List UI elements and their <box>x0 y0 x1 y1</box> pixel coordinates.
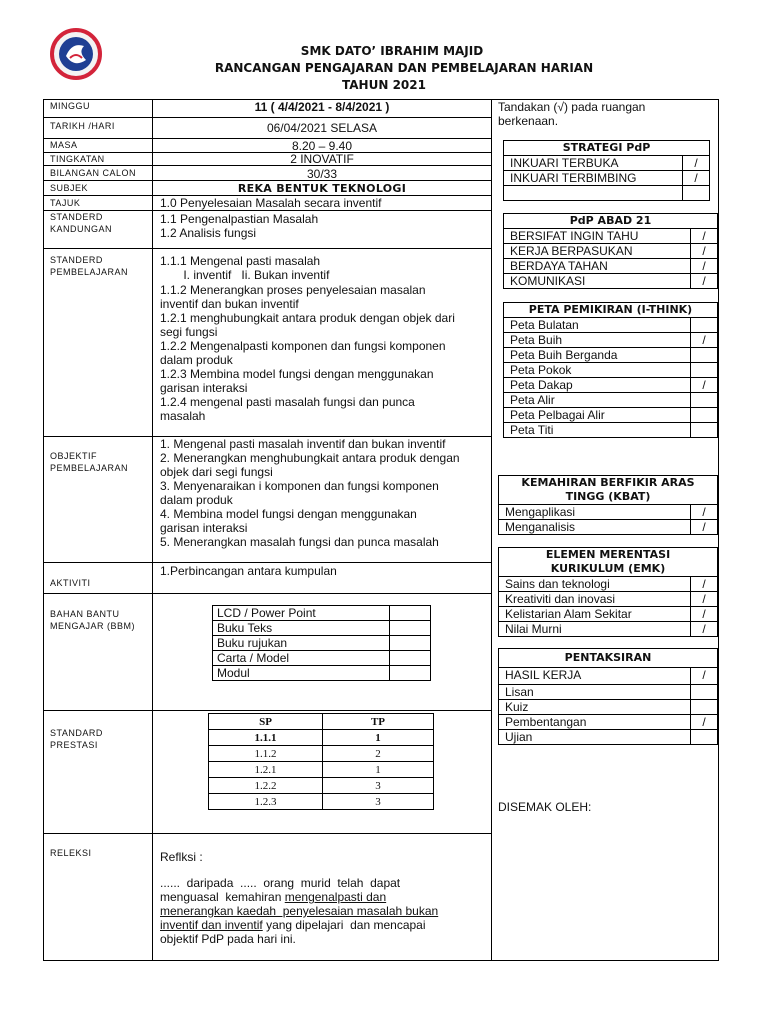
sp-line: segi fungsi <box>160 325 218 339</box>
label-sp-1: STANDERD <box>50 255 103 265</box>
abad21-box <box>503 213 718 289</box>
bbm-check[interactable] <box>390 621 431 636</box>
obj-line: objek dari segi fungsi <box>160 465 273 479</box>
bbm-check[interactable] <box>390 636 431 651</box>
bbm-row <box>213 651 431 666</box>
obj-line: 4. Membina model fungsi dengan menggunakan <box>160 507 417 521</box>
label-minggu: MINGGU <box>50 101 90 111</box>
refleksi-line <box>160 918 426 932</box>
strategi-title: STRATEGI PdP <box>504 141 709 156</box>
abad21-item: BERDAYA TAHAN <box>510 259 608 273</box>
ithink-item: Peta Alir <box>510 393 555 407</box>
kbat-title-1: KEMAHIRAN BERFIKIR ARAS <box>521 476 695 489</box>
prestasi-sp: 1.2.3 <box>209 794 323 810</box>
pentaksiran-check[interactable] <box>690 700 717 714</box>
bbm-row <box>213 636 431 651</box>
prestasi-row <box>209 730 434 746</box>
kbat-row <box>499 520 717 534</box>
doc-title: RANCANGAN PENGAJARAN DAN PEMBELAJARAN HARIAN <box>214 61 594 75</box>
ithink-title: PETA PEMIKIRAN (I-THINK) <box>504 303 717 318</box>
value-subjek: REKA BENTUK TEKNOLOGI <box>237 182 407 195</box>
refleksi-title: Reflksi : <box>160 850 203 864</box>
bbm-row <box>213 606 431 621</box>
pentaksiran-row <box>499 715 717 730</box>
refleksi-line: objektif PdP pada hari ini. <box>160 932 296 946</box>
row-line <box>43 248 491 249</box>
refleksi-underlined: inventif dan inventif <box>160 918 263 932</box>
obj-line: 1. Mengenal pasti masalah inventif dan bukan inventif <box>160 437 446 451</box>
sp-line: dalam produk <box>160 353 233 367</box>
ithink-row <box>504 318 717 333</box>
sp-line: inventif dan bukan inventif <box>160 297 299 311</box>
ithink-check[interactable]: / <box>690 333 717 347</box>
strategi-box <box>503 140 710 201</box>
strategi-row <box>504 186 709 200</box>
label-bbm-2: MENGAJAR (BBM) <box>50 621 136 631</box>
prestasi-tp: 3 <box>323 778 434 794</box>
abad21-check[interactable]: / <box>690 244 717 258</box>
ithink-item: Peta Buih Berganda <box>510 348 618 362</box>
refleksi-underlined: menerangkan kaedah penyelesaian masalah bukan <box>160 904 439 918</box>
refleksi-text: yang dipelajari dan mencapai <box>262 918 426 932</box>
obj-line: dalam produk <box>160 493 233 507</box>
kbat-title-2: TINGG (KBAT) <box>565 490 651 503</box>
value-tingkatan: 2 INOVATIF <box>290 152 354 166</box>
prestasi-row <box>209 778 434 794</box>
pentaksiran-item: Lisan <box>505 685 534 699</box>
pentaksiran-box <box>498 648 718 745</box>
label-aktiviti: AKTIVITI <box>50 578 91 588</box>
sp-line: garisan interaksi <box>160 381 248 395</box>
sp-line: 1.2.4 mengenal pasti masalah fungsi dan punca <box>160 395 415 409</box>
kbat-check[interactable]: / <box>690 505 717 519</box>
obj-line: 5. Menerangkan masalah fungsi dan punca masalah <box>160 535 439 549</box>
pentaksiran-check[interactable] <box>690 730 717 744</box>
doc-year: TAHUN 2021 <box>342 78 426 92</box>
refleksi-line <box>160 890 386 904</box>
label-obj-2: PEMBELAJARAN <box>50 463 129 473</box>
prestasi-sp: 1.1.2 <box>209 746 323 762</box>
value-sk-1: 1.1 Pengenalpastian Masalah <box>160 212 319 226</box>
emk-item: Sains dan teknologi <box>505 577 610 591</box>
pentaksiran-item: Kuiz <box>505 700 529 714</box>
bbm-row <box>213 621 431 636</box>
prestasi-header-tp: TP <box>323 714 434 730</box>
bbm-check[interactable] <box>390 666 431 681</box>
ithink-check[interactable] <box>690 318 717 332</box>
sp-line: 1.2.3 Membina model fungsi dengan menggunakan <box>160 367 434 381</box>
refleksi-line <box>160 904 438 918</box>
ithink-check[interactable] <box>690 423 717 437</box>
prestasi-tp: 2 <box>323 746 434 762</box>
emk-row <box>499 607 717 622</box>
abad21-row <box>504 274 717 288</box>
label-subjek: SUBJEK <box>50 183 89 193</box>
prestasi-header-sp: SP <box>209 714 323 730</box>
bbm-item: LCD / Power Point <box>213 606 390 621</box>
ithink-item: Peta Bulatan <box>510 318 579 332</box>
ithink-row <box>504 363 717 378</box>
ithink-row <box>504 423 717 437</box>
label-sk-1: STANDERD <box>50 212 103 222</box>
label-obj-1: OBJEKTIF <box>50 451 98 461</box>
value-sk-2: 1.2 Analisis fungsi <box>160 226 257 240</box>
strategi-item <box>504 186 682 200</box>
label-releksi: RELEKSI <box>50 848 92 858</box>
pentaksiran-row <box>499 730 717 744</box>
pentaksiran-item: Ujian <box>505 730 533 744</box>
pentaksiran-row <box>499 668 717 685</box>
pentaksiran-title: PENTAKSIRAN <box>499 649 717 668</box>
ithink-row <box>504 333 717 348</box>
prestasi-row <box>209 762 434 778</box>
ithink-row <box>504 378 717 393</box>
emk-row <box>499 577 717 592</box>
pentaksiran-check[interactable]: / <box>690 668 717 684</box>
sp-line: I. inventif Ii. Bukan inventif <box>160 268 330 282</box>
ithink-row <box>504 393 717 408</box>
label-masa: MASA <box>50 140 78 150</box>
refleksi-underlined: mengenalpasti dan <box>284 890 387 904</box>
label-bbm-1: BAHAN BANTU <box>50 609 120 619</box>
strategi-check[interactable]: / <box>682 156 709 170</box>
ithink-check[interactable] <box>690 348 717 362</box>
label-prestasi-1: STANDARD <box>50 728 103 738</box>
ithink-check[interactable] <box>690 363 717 377</box>
emk-check[interactable]: / <box>690 607 717 621</box>
emk-check[interactable]: / <box>690 577 717 591</box>
ithink-check[interactable] <box>690 408 717 422</box>
col-divider-label <box>152 99 153 961</box>
value-tajuk: 1.0 Penyelesaian Masalah secara inventif <box>160 196 382 210</box>
bbm-check[interactable] <box>390 651 431 666</box>
refleksi-line: ...... daripada ..... orang murid telah dapat <box>160 876 401 890</box>
kbat-check[interactable]: / <box>690 520 717 534</box>
pentaksiran-item: HASIL KERJA <box>505 668 582 682</box>
emk-item: Nilai Murni <box>505 622 562 636</box>
pentaksiran-check[interactable]: / <box>690 715 717 729</box>
prestasi-tp: 1 <box>323 762 434 778</box>
strategi-item: INKUARI TERBIMBING <box>510 171 637 185</box>
emk-item: Kelistarian Alam Sekitar <box>505 607 632 621</box>
label-sk-2: KANDUNGAN <box>50 224 113 234</box>
strategi-check[interactable]: / <box>682 171 709 185</box>
emk-title <box>499 548 717 577</box>
strategi-check[interactable] <box>682 186 709 200</box>
label-prestasi-2: PRESTASI <box>50 740 98 750</box>
emk-check[interactable]: / <box>690 592 717 606</box>
abad21-item: KOMUNIKASI <box>510 274 586 288</box>
label-tajuk: TAJUK <box>50 198 81 208</box>
school-name: SMK DATO’ IBRAHIM MAJID <box>300 44 484 58</box>
instruction-line-1: Tandakan (√) pada ruangan <box>498 100 646 114</box>
pentaksiran-row <box>499 685 717 700</box>
col-divider-right <box>491 99 492 961</box>
sp-line: 1.2.1 menghubungkait antara produk dengan objek dari <box>160 311 455 325</box>
pentaksiran-item: Pembentangan <box>505 715 587 729</box>
refleksi-text: menguasal kemahiran <box>160 890 285 904</box>
abad21-item: BERSIFAT INGIN TAHU <box>510 229 639 243</box>
obj-line: 2. Menerangkan menghubungkait antara produk dengan <box>160 451 460 465</box>
sp-line: 1.2.2 Mengenalpasti komponen dan fungsi komponen <box>160 339 446 353</box>
ithink-row <box>504 408 717 423</box>
bbm-item: Buku rujukan <box>213 636 390 651</box>
obj-line: 3. Menyenaraikan i komponen dan fungsi komponen <box>160 479 439 493</box>
ithink-item: Peta Titi <box>510 423 554 437</box>
prestasi-header-row <box>209 714 434 730</box>
bbm-item: Buku Teks <box>213 621 390 636</box>
abad21-item: KERJA BERPASUKAN <box>510 244 633 258</box>
prestasi-sp: 1.2.2 <box>209 778 323 794</box>
kbat-box <box>498 475 718 535</box>
kbat-row <box>499 505 717 520</box>
strategi-row <box>504 171 709 186</box>
abad21-row <box>504 259 717 274</box>
instruction-line-2: berkenaan. <box>498 114 559 128</box>
strategi-row <box>504 156 709 171</box>
row-line <box>43 117 491 118</box>
label-tingkatan: TINGKATAN <box>50 154 105 164</box>
label-sp-2: PEMBELAJARAN <box>50 267 129 277</box>
value-aktiviti: 1.Perbincangan antara kumpulan <box>160 564 337 578</box>
bbm-table <box>212 605 431 681</box>
prestasi-sp: 1.2.1 <box>209 762 323 778</box>
emk-box <box>498 547 718 637</box>
ithink-box <box>503 302 718 438</box>
kbat-title <box>499 476 717 505</box>
prestasi-row <box>209 746 434 762</box>
value-minggu: 11 ( 4/4/2021 - 8/4/2021 ) <box>254 100 390 114</box>
emk-row <box>499 622 717 636</box>
ithink-item: Peta Pokok <box>510 363 572 377</box>
ithink-check[interactable]: / <box>690 378 717 392</box>
abad21-row <box>504 244 717 259</box>
obj-line: garisan interaksi <box>160 521 248 535</box>
row-line <box>43 833 491 834</box>
row-line <box>43 710 491 711</box>
emk-row <box>499 592 717 607</box>
prestasi-table <box>208 713 434 810</box>
value-bilangan: 30/33 <box>306 167 338 181</box>
kbat-item: Mengaplikasi <box>505 505 576 519</box>
bbm-item: Modul <box>213 666 390 681</box>
emk-title-2: KURIKULUM (EMK) <box>550 562 666 575</box>
value-masa: 8.20 – 9.40 <box>291 139 353 153</box>
sp-line: 1.1.1 Mengenal pasti masalah <box>160 254 321 268</box>
ithink-item: Peta Buih <box>510 333 563 347</box>
label-bilangan: BILANGAN CALON <box>50 168 137 178</box>
row-line <box>43 210 491 211</box>
ithink-row <box>504 348 717 363</box>
strategi-item: INKUARI TERBUKA <box>510 156 619 170</box>
emk-check[interactable]: / <box>690 622 717 636</box>
row-line <box>43 562 491 563</box>
disemak-label: DISEMAK OLEH: <box>498 800 592 814</box>
abad21-title: PdP ABAD 21 <box>504 214 717 229</box>
prestasi-row <box>209 794 434 810</box>
bbm-item: Carta / Model <box>213 651 390 666</box>
ithink-item: Peta Pelbagai Alir <box>510 408 605 422</box>
row-line <box>43 593 491 594</box>
prestasi-sp: 1.1.1 <box>209 730 323 746</box>
pentaksiran-check[interactable] <box>690 685 717 699</box>
ithink-check[interactable] <box>690 393 717 407</box>
label-tarikh: TARIKH /HARI <box>50 121 115 131</box>
emk-item: Kreativiti dan inovasi <box>505 592 616 606</box>
emk-title-1: ELEMEN MERENTASI <box>545 548 671 561</box>
abad21-check[interactable]: / <box>690 259 717 273</box>
value-tarikh: 06/04/2021 SELASA <box>266 121 378 135</box>
bbm-check[interactable] <box>390 606 431 621</box>
kbat-item: Menganalisis <box>505 520 576 534</box>
abad21-check[interactable]: / <box>690 274 717 288</box>
prestasi-tp: 1 <box>323 730 434 746</box>
pentaksiran-row <box>499 700 717 715</box>
sp-line: masalah <box>160 409 206 423</box>
ithink-item: Peta Dakap <box>510 378 573 392</box>
abad21-check[interactable]: / <box>690 229 717 243</box>
abad21-row <box>504 229 717 244</box>
prestasi-tp: 3 <box>323 794 434 810</box>
sp-line: 1.1.2 Menerangkan proses penyelesaian masalan <box>160 283 426 297</box>
bbm-row <box>213 666 431 681</box>
